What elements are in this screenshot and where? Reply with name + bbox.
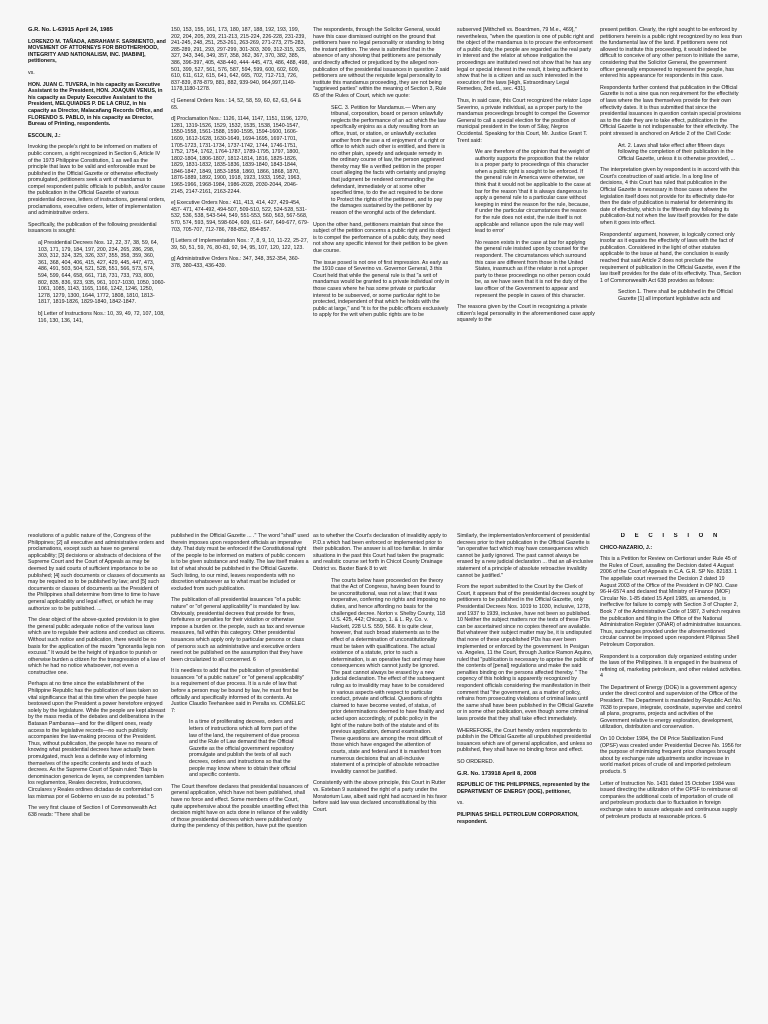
text-column-8 [313,533,451,1003]
block-quote: SEC. 3. Petition for Mandamus.— When any tribunal, corporation, board or person unlawfully neglects the performance of an act which the law specifically enjoins as a duty resulting from an office, trust, or station, or unlawfully excludes another from the use a rd enjoyment of a right or office to which such other is entitled, and there is no other plain, speedy and adequate remedy in the ordinary course of law, the person aggrieved thereby may file a verified petition in the proper court alleging the facts with certainty and praying that judgment be rendered commanding the defendant, immediately or at some other specified time, to do the act required to be done to Protect the rights of the petitioner, and to pay the damages sustained by the petitioner by reason of the wrongful acts of the defendant. [331,104,446,217]
decision-heading: D E C I S I O N [620,533,722,539]
paragraph: The interpretation given by respondent is in accord with this Court's construction of said article. In a long line of decisions, 4 this Court has ruled that publication in the Official Gazette is necessary in those cases where the legislation itself does not provide for its effectivity date-for then the date of publication is material for determining its date of effectivity, which is the fifteenth day following its publication-but not when the law itself provides for the date when it goes into effect. [600,167,740,227]
paragraph: The respondents, through the Solicitor General, would have this case dismissed outright on the ground that petitioners have no legal personality or standing to bring the instant petition. The view is submitted that in the absence of any showing that petitioners are personally and directly affected or prejudiced by the alleged non-publication of the presidential issuances in question 2 said petitioners are without the requisite legal personality to institute this mandamus proceeding, they are not being "aggrieved parties" within the meaning of Section 3, Rule 65 of the Rules of Court, which we quote: [313,27,450,99]
paragraph: Perhaps at no time since the establishment of the Philippine Republic has the publication of laws taken so vital significance that at this time when the people have bestowed upon the President a power heretofore enjoyed solely by the legislature. While the people are kept abreast by the mass media of the debates and deliberations in the Batasan Pambansa—and for the diligent ones, ready access to the legislative records—no such publicity accompanies the law-making process of the President. Thus, without publication, the people have no means of knowing what presidential decrees have actually been promulgated, much less a definite way of informing themselves of the specific contents and texts of such decrees. As the Supreme Court of Spain ruled: "Bajo la denominacion generica de leyes, se comprenden tambien los reglamentos, Reales decretos, Instrucciones, Circulares y Reales ordines dictadas de conformidad con las mismas por el Gobierno en uso de su potestad." 5 [28,681,166,800]
respondent: PILIPINAS SHELL PETROLEUM CORPORATION, respondent. [457,811,579,825]
text-column-7 [171,533,309,1003]
block-quote: In a time of proliferating decrees, orders and letters of instructions which all form part of the law of the land, the requirement of due process and the Rule of Law demand that the Official Gazette as the official government repository promulgate and publish the texts of all such decrees, orders and instructions so that the people may know where to obtain their official and specific contents. [189,719,300,779]
paragraph: The Court therefore declares that presidential issuances of general application, which have not been published, shall have no force and effect. Some members of the Court, quite apprehensive about the possible unsettling effect this decision might have on acts done in reliance of the validity of those presidential decrees which were published only during the pendency of this petition, have put the question [171,783,309,830]
block-quote: No reason exists in the case at bar for applying the general rule insisted upon by counsel for the respondent. The circumstances which surround this case are different from those in the United States, inasmuch as if the relator is not a proper party to these proceedings no other person could be, as we have seen that it is not the duty of the law officer of the Government to appear and represent the people in cases of this character. [475,239,591,299]
list-item: f] Letters of Implementation Nos.: 7, 8, 9, 10, 11-22, 25-27, 39, 50, 51, 59, 76, 80-81, 92, 94, 95, 107, 120, 122, 123. [171,238,309,251]
paragraph: The Department of Energy (DOE) is a government agency under the direct control and supervision of the Office of the President. The Department is mandated by Republic Act No. 7638 to prepare, integrate, coordinate, supervise and control all plans, programs, projects and activities of the Government relative to energy exploration, development, utilization, distribution and conservation. [600,684,742,731]
paragraph: Invoking the people's right to be informed on matters of public concern, a right recognized in Section 6, Article IV of the 1973 Philippine Constitution, 1 as well as the principle that laws to be valid and enforceable must be published in the Official Gazette or otherwise effectively promulgated, petitioners seek a writ of mandamus to compel respondent public officials to publish, and/or cause the publication in the Official Gazette of various presidential decrees, letters of instructions, general orders, proclamations, executive orders, letter of implementation and administrative orders. [28,144,166,217]
block-quote: The courts below have proceeded on the theory that the Act of Congress, having been found to be unconstitutional, was not a law; that it was inoperative, conferring no rights and imposing no duties, and hence affording no basis for the challenged decree. Norton v. Shelby County, 118 U.S. 425, 442; Chicago, 1. & L. Ry. Co. v. Hackett, 228 U.S. 559, 566. It is quite clear, however, that such broad statements as to the effect of a determination of unconstitutionality must be taken with qualifications. The actual existence of a statute, prior to such a determination, is an operative fact and may have consequences which cannot justly be ignored. The past cannot always be erased by a new judicial declaration. The effect of the subsequent ruling as to invalidity may have to be considered in various aspects-with respect to particular conduct, private and official. Questions of rights claimed to have become vested, of status, of prior determinations deemed to have finality and acted upon accordingly, of public policy in the light of the nature both of the statute and of its previous application, demand examination. These questions are among the most difficult of those which have engaged the attention of courts, state and federal and it is manifest from numerous decisions that an all-inclusive statement of a principle of absolute retroactive invalidity cannot be justified. [331,577,446,775]
paragraph: SO ORDERED. [457,759,495,765]
paragraph: Respondents' argument, however, is logically correct only insofar as it equates the effectivity of laws with the fact of publication. Considered in the light of other statutes applicable to the issue at hand, the conclusion is easily reached that said Article 2 does not preclude the requirement of publication in the Official Gazette, even if the law itself provides for the date of its effectivity. Thus, Section 1 of Commonwealth Act 638 provides as follows: [600,231,742,284]
paragraph: Thus, in said case, this Court recognized the relator Lope Severino, a private individual, as a proper party to the mandamus proceedings brought to compel the Governor General to call a special election for the position of municipal president in the town of Silay, Negros Occidental. Speaking for this Court, Mr. Justice Grant T. Trent said: [457,97,592,144]
list-item: 150, 153, 155, 161, 173, 180, 187, 188, 192, 193, 199, 202, 204, 205, 209, 211-213, 215-224, 226-228, 231-239, 241-245, 248, 251, 253-261, 263-269, 271-273, 275-283, 285-289, 291, 293, 297-299, 301-303, 309, 312-315, 325, 327, 343, 346, 349, 357, 358, 362, 367, 370, 382, 385, 386, 396-397, 405, 438-440, 444- 445, 473, 486, 488, 498, 501, 399, 527, 561, 576, 587, 594, 599, 600, 602, 609, 610, 611, 612, 615, 641, 642, 665, 702, 712-713, 726, 837-839, 878-879, 881, 882, 939-940, 964,997,1149-1178,1180-1278. [171,27,309,93]
list-item: c] General Orders Nos.: 14, 52, 58, 59, 60, 62, 63, 64 & 65. [171,97,302,111]
list-item: a] Presidential Decrees Nos. 12, 22, 37, 38, 59, 64, 103, 171, 179, 184, 197, 200, 234, 265, 286, 298, 303, 312, 324, 325, 326, 337, 355, 358, 359, 360, 361, 368, 404, 406, 415, 427, 429, 445, 447, 473, 486, 491, 503, 504, 521, 528, 551, 566, 573, 574, 594, 599, 644, 658, 661, 718, 731, 733, 793, 800, 802, 835, 836, 923, 935, 961, 1017-1030, 1050, 1060-1061, 1085, 1143, 1165, 1166, 1242, 1246, 1250, 1278, 1279, 1300, 1644, 1772, 1808, 1810, 1813-1817, 1819-1826, 1829-1840, 1842-1847. [38,240,166,306]
list-item: d] Proclamation Nos.: 1126, 1144, 1147, 1151, 1196, 1270, 1281, 1319-1526, 1529, 1532, 1535, 1538, 1540-1547, 1550-1558, 1561-1588, 1590-1595, 1594-1600, 1606-1609, 1612-1628, 1630-1649, 1694-1695, 1697-1701, 1705-1723, 1731-1734, 1737-1742, 1744, 1746-1751, 1752, 1754, 1762, 1764-1787, 1789-1795, 1797, 1800, 1802-1804, 1806-1807, 1812-1814, 1816, 1825-1826, 1829, 1831-1832, 1835-1836, 1839-1840, 1843-1844, 1846-1847, 1849, 1853-1858, 1860, 1866, 1868, 1870, 1876-1889, 1892, 1900, 1918, 1923, 1933, 1952, 1963, 1965-1966, 1968-1984, 1986-2028, 2030-2044, 2046-2145, 2147-2161, 2163-2244. [171,116,309,195]
paragraph: Consistently with the above principle, this Court in Rutter vs. Esteban 9 sustained the right of a party under the Moratorium Law, albeit said right had accrued in his favor before said law was declared unconstitutional by this Court. [313,780,447,813]
ponente: ESCOLIN, J.: [28,132,61,139]
paragraph: Similarly, the implementation/enforcement of presidential decrees prior to their publication in the Official Gazette is "an operative fact which may have consequences which cannot be justly ignored. The past cannot always be erased by a new judicial declaration ... that an all-inclusive statement of a principle of absolute retroactive invalidity cannot be justified." [457,533,594,579]
paragraph: Respondent is a corporation duly organized existing under the laws of the Philippines. It is engaged in the business of refining oil, marketing petroleum, and other related activities. 4 [600,653,742,680]
paragraph: From the report submitted to the Court by the Clerk of Court, it appears that of the presidential decrees sought by petitioners to be published in the Official Gazette, only Presidential Decrees Nos. 1019 to 1030, inclusive, 1278, and 1937 to 1939, inclusive, have not been so published. 10 Neither the subject matters nor the texts of these PDs can be ascertained since no copies thereof are available. But whatever their subject matter may be, it is undisputed that none of these unpublished PDs has ever been implemented or enforced by the government. In Pesigan vs. Angeles, 11 the Court, through Justice Ramon Aquino, ruled that "publication is necessary to apprise the public of the contents of [penal] regulations and make the said penalties binding on the persons affected thereby. " The cogency of this holding is apparently recognized by respondent officials considering the manifestation in their comment that "the government, as a matter of policy, refrains from prosecuting violations of criminal laws until the same shall have been published in the Official Gazette or in some other publication, even though some criminal laws provide that they shall take effect immediately. [457,584,595,723]
paragraph: published in the Official Gazette ... ." The word "shall" used therein imposes upon respondent officials an imperative duty. That duty must be enforced if the Constitutional right of the people to be informed on matters of public concern is to be given substance and reality. The law itself makes a list of what should be published in the Official Gazette. Such listing, to our mind, leaves respondents with no discretion whatsoever as to what must be included or excluded from such publication. [171,533,309,592]
paragraph: On 10 October 1984, the Oil Price Stabilization Fund (OPSF) was created under Presidential Decree No. 1956 for the purpose of minimizing frequent price changes brought about by exchange rate adjustments and/or increase in world market prices of crude oil and imported petroleum products. 5 [600,736,742,775]
list-item: g] Administrative Orders Nos.: 347, 348, 352-354, 360- 378, 380-433, 436-439. [171,256,300,269]
paragraph: resolutions of a public nature of the, Congress of the Philippines; [2] all executive and administrative orders and proclamations, except such as have no general applicability; [3] decisions or abstracts of decisions of the Supreme Court and the Court of Appeals as may be deemed by said courts of sufficient importance to be so published; [4] such documents or classes of documents as may be required so to be published by law; and [5] such documents or classes of documents as the President of the Philippines shall determine from time to time to have general applicability and legal effect, or which he may authorize so to be published. ... [28,533,166,612]
text-column-1 [28,27,166,437]
text-column-2 [171,27,309,437]
text-column-6 [28,533,166,1003]
versus: vs. [28,69,35,76]
case-number: G.R. No. 173918 April 8, 2008 [457,770,537,777]
paragraph: subserved [Mithchell vs. Boardmen, 79 M.e., 469]," nevertheless, "when the question is one of public right and the object of the mandamus is to procure the enforcement of a public duty, the people are regarded as the real party in interest and the relator at whose instigation the proceedings are instituted need not show that he has any legal or special interest in the result, it being sufficient to show that he is a citizen and as such interested in the execution of the laws [High, Extraordinary Legal Remedies, 3rd ed., sec. 431]. [457,27,594,93]
paragraph: Respondents further contend that publication in the Official Gazette is not a sine qua non requirement for the effectivity of laws where the laws themselves provide for their own effectivity dates. It is thus submitted that since the presidential issuances in question contain special provisions as to the date they are to take effect, publication in the Official Gazette is not indispensable for their effectivity. The point stressed is anchored on Article 2 of the Civil Code: [600,84,742,137]
versus: vs. [457,800,464,807]
text-column-3 [313,27,451,437]
paragraph: Letter of Instruction No. 1431 dated 15 October 1984 was issued directing the utilization of the OPSF to reimburse oil companies the additional costs of importation of crude oil and petroleum products due to fluctuation in foreign exchange rates to assure adequate and continuous supply of petroleum products at reasonable prices. 6 [600,780,738,820]
text-column-5 [600,27,742,437]
paragraph: The issue posed is not one of first impression. As early as the 1910 case of Severino vs. Governor General, 3 this Court held that while the general rule is that "a writ of mandamus would be granted to a private individual only in those cases where he has some private or particular interest to be subserved, or some particular right to be protected, independent of that which he holds with the public at large," and "it is for the public officers exclusively to apply for the writ when public rights are to be [313,259,450,319]
paragraph: The reasons given by the Court in recognizing a private citizen's legal personality in the aforementioned case apply squarely to the [457,304,595,324]
block-quote: Section 1. There shall be published in the Official Gazette [1] all important legislative acts and [618,289,733,302]
petitioners: LORENZO M. TAÑADA, ABRAHAM F. SARMIENTO, and MOVEMENT OF ATTORNEYS FOR BROTHERHOOD, INTEGRITY AND NATIONALISM, INC. [MABINI], petitioners, [28,38,166,65]
paragraph: The publication of all presidential issuances "of a public nature" or "of general applicability" is mandated by law. Obviously, presidential decrees that provide for fines, forfeitures or penalties for their violation or otherwise impose a burden or. the people, such as tax and revenue measures, fall within this category. Other presidential issuances which apply only to particular persons or class of persons such as administrative and executive orders need not be published on the assumption that they have been circularized to all concerned. 6 [171,597,305,663]
list-item: b] Letter of Instructions Nos.: 10, 39, 49, 72, 107, 108, 116, 130, 136, 141, [38,310,165,324]
case-number: G.R. No. L-63915 April 24, 1985 [28,27,113,33]
paragraph: Upon the other hand, petitioners maintain that since the subject of the petition concerns a public right and its object is to compel the performance of a public duty, they need not show any specific interest for their petition to be given due course. [313,221,451,254]
list-item: e] Executive Orders Nos.: 411, 413, 414, 427, 429-454, 457- 471, 474-492, 494-507, 509-510, 522, 524-528, 531-532, 536, 538, 543-544, 549, 551-553, 560, 563, 567-568, 570, 574, 593, 594, 598-604, 609, 611- 647, 649-677, 679-703, 705-707, 712-786, 788-852, 854-857. [171,200,309,233]
paragraph: The very first clause of Section I of Commonwealth Act 638 reads: "There shall be [28,805,157,818]
ponente: CHICO-NAZARIO, J.: [600,544,653,551]
text-column-9 [457,533,595,1003]
paragraph: present petition. Clearly, the right sought to be enforced by petitioners herein is a public right recognized by no less than the fundamental law of the land. If petitioners were not allowed to institute this proceeding, it would indeed be difficult to conceive of any other person to initiate the same, considering that the Solicitor General, the government officer generally empowered to represent the people, has entered his appearance for respondents in this case. [600,27,742,80]
text-column-4 [457,27,595,437]
paragraph: WHEREFORE, the Court hereby orders respondents to publish in the Official Gazette all unpublished presidential issuances which are of general application, and unless so published, they shall have no binding force and effect. [457,727,593,754]
block-quote: We are therefore of the opinion that the weight of authority supports the proposition that the relator is a proper party to proceedings of this character when a public right is sought to be enforced. If the general rule in America were otherwise, we think that it would not be applicable to the case at bar for the reason 'that it is always dangerous to apply a general rule to a particular case without keeping in mind the reason for the rule, because, if under the particular circumstances the reason for the rule does not exist, the rule itself is not applicable and reliance upon the rule may well lead to error' [475,149,591,235]
paragraph: The clear object of the above-quoted provision is to give the general public adequate notice of the various laws which are to regulate their actions and conduct as citizens. Without such notice and publication, there would be no basis for the application of the maxim "ignorantia legis non excusat." It would be the height of injustice to punish or otherwise burden a citizen for the transgression of a law of which he had no notice whatsoever, not even a constructive one. [28,617,166,676]
paragraph: as to whether the Court's declaration of invalidity apply to P.D.s which had been enforced or implemented prior to their publication. The answer is all too familiar. In similar situations in the past this Court had taken the pragmatic and realistic course set forth in Chicot County Drainage District vs. Baxter Bank 8 to wit: [313,533,447,572]
petitioner: REPUBLIC OF THE PHILIPPINES, represented by the DEPARTMENT OF ENERGY (DOE), petitioner, [457,782,590,795]
block-quote: Art. 2. Laws shall take effect after fifteen days following the completion of their publication in the Official Gazette, unless it is otherwise provided, ... [618,142,736,162]
text-column-10 [600,533,742,1003]
paragraph: Specifically, the publication of the following presidential issuances is sought: [28,221,157,235]
paragraph: This is a Petition for Review on Certiorari under Rule 45 of the Rules of Court, assailing the Decision dated 4 August 2006 of the Court of Appeals in C.A. G.R. SP No. 82183. 1 The appellate court reversed the Decision 2 dated 19 August 2003 of the Office of the President in OP NO. Case 96-H-6574 and declared that Ministry of Finance (MOF) Circular No. 1-85 dated 15 April 1985, as amended, is ineffective for failure to comply with Section 3 of Chapter 2, Book 7 of the Administrative Code of 1987, 3 which requires the publication and filing in the Office of the National Administration Register (ONAR) of administrative issuances. Thus, surcharges provided under the aforementioned circular cannot be imposed upon respondent Pilipinas Shell Petroleum Corporation. [600,556,742,648]
paragraph: It is needless to add that the publication of presidential issuances "of a public nature" or "of general applicability" is a requirement of due process. It is a rule of law that before a person may be bound by law, he must first be officially and specifically informed of its contents. As Justice Claudio Teehankee said in Peralta vs. COMELEC 7: [171,668,306,714]
respondents: HON. JUAN C. TUVERA, in his capacity as Executive Assistant to the President, HON. JOAQUIN VENUS, in his capacity as Deputy Executive Assistant to the President, MELQUIADES P. DE LA CRUZ, in his capacity as Director, Malacañang Records Office, and FLORENDO S. PABLO, in his capacity as Director, Bureau of Printing, respondents. [28,81,163,128]
